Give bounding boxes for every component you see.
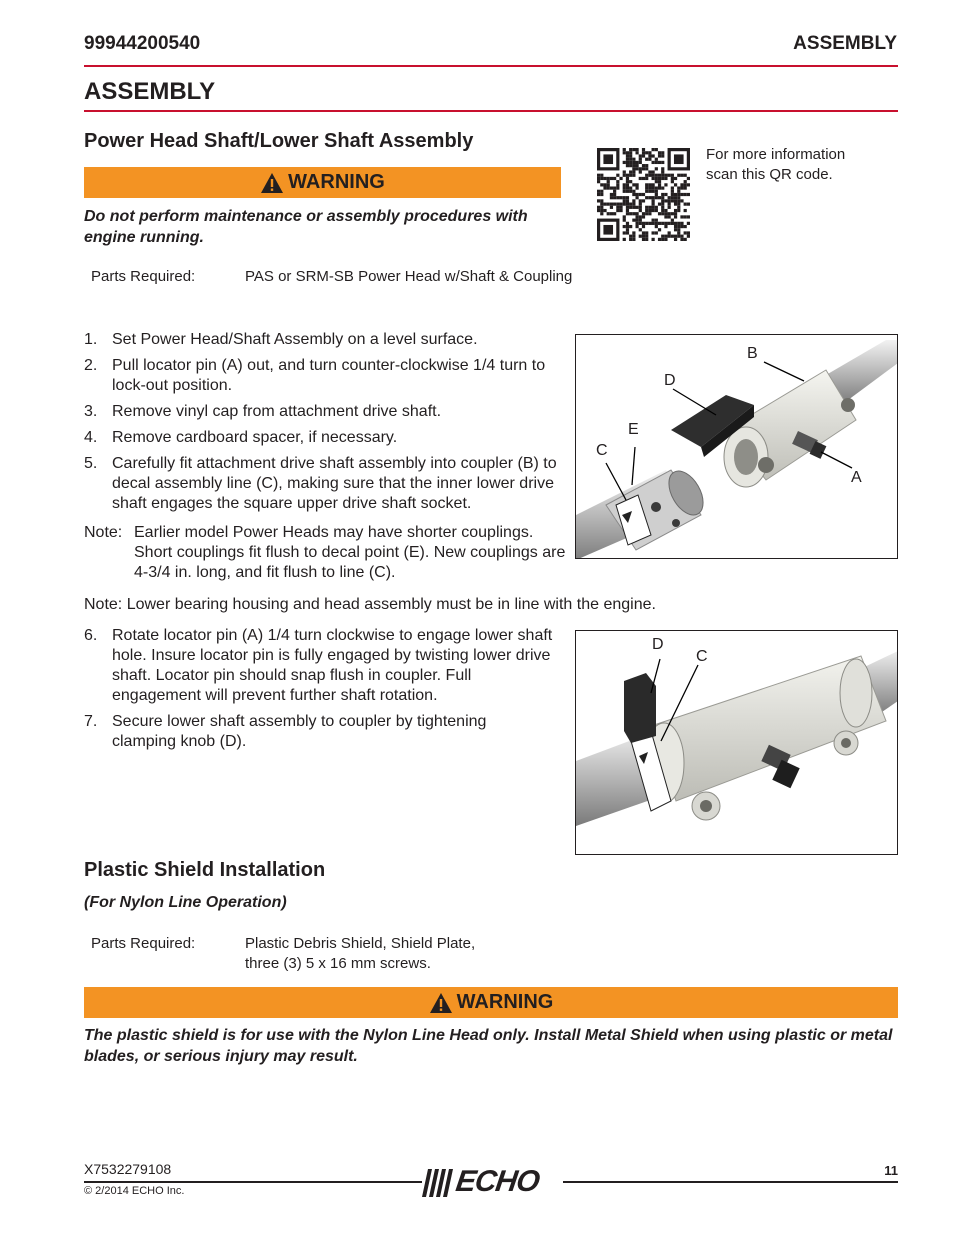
- footer-page-number: 11: [884, 1163, 898, 1178]
- warning-label: WARNING: [456, 991, 554, 1013]
- list-item: 7. Secure lower shaft assembly to coupler by tightening clamping knob (D).: [84, 713, 487, 750]
- figure2-label-c: C: [696, 648, 708, 665]
- note-text: Earlier model Power Heads may have shorter couplings. Short couplings fit flush to decal point (E). New couplings are 4-3/4 in. long, and fit flush to line (C).: [134, 524, 566, 581]
- section-title-plastic-shield: Plastic Shield Installation: [84, 859, 326, 881]
- coupler-assembled-illustration: [576, 631, 898, 855]
- footer-copyright: © 2/2014 ECHO Inc.: [84, 1185, 185, 1197]
- figure-coupler-exploded: [575, 334, 898, 559]
- warning-label: WARNING: [288, 171, 385, 193]
- note-label: Note:: [84, 524, 123, 541]
- header-rule: [84, 65, 898, 67]
- list-item: 3. Remove vinyl cap from attachment drive shaft.: [84, 403, 442, 420]
- qr-caption-line1: For more information: [706, 146, 846, 163]
- list-item: 5. Carefully fit attachment drive shaft assembly into coupler (B) to decal assembly line (C), making sure that the inner lower drive shaft engages the square upper drive shaft socket.: [84, 455, 557, 512]
- footer-rule-left: [84, 1181, 422, 1183]
- steps-list-2: [84, 626, 554, 758]
- list-item: 2. Pull locator pin (A) out, and turn counter-clockwise 1/4 turn to lock-out position.: [84, 357, 546, 394]
- header-section-name: ASSEMBLY: [793, 33, 897, 54]
- footer-rule-right: [563, 1181, 898, 1183]
- warning-bar-1: [84, 167, 561, 198]
- parts-required-value-1: PAS or SRM-SB Power Head w/Shaft & Coupling: [245, 268, 573, 285]
- warning-text-2: The plastic shield is for use with the Nylon Line Head only. Install Metal Shield when using plastic or metal blades, or serious injury may result.: [84, 1027, 893, 1065]
- list-item: 6. Rotate locator pin (A) 1/4 turn clockwise to engage lower shaft hole. Insure locator pin is fully engaged by twisting lower drive shaft. Locator pin should snap flush in coupler. Full engagement will prevent further shaft rotation.: [84, 627, 553, 704]
- title-rule: [84, 110, 898, 112]
- steps-list-1: [84, 330, 566, 520]
- qr-caption-line2: scan this QR code.: [706, 166, 833, 183]
- parts-required-label-1: Parts Required:: [91, 268, 196, 285]
- doc-number: 99944200540: [84, 33, 201, 54]
- qr-caption: [706, 145, 845, 185]
- warning-bar-2: [84, 987, 898, 1018]
- note-2: [84, 595, 784, 615]
- parts-required-label-2: Parts Required:: [91, 935, 196, 952]
- list-item: 1. Set Power Head/Shaft Assembly on a level surface.: [84, 331, 478, 348]
- echo-logo-text: ECHO: [453, 1165, 542, 1198]
- warning-triangle-icon: [429, 992, 453, 1014]
- figure1-label-e: E: [628, 421, 639, 438]
- coupler-exploded-illustration: [576, 335, 898, 559]
- section-subtitle: (For Nylon Line Operation): [84, 894, 287, 911]
- footer-part-number: X7532279108: [84, 1161, 172, 1177]
- figure1-label-a: A: [851, 469, 862, 486]
- section-title-power-head: Power Head Shaft/Lower Shaft Assembly: [84, 130, 474, 152]
- note-1: [84, 523, 566, 583]
- warning-text-1: Do not perform maintenance or assembly procedures with engine running.: [84, 208, 528, 246]
- echo-logo: [422, 1167, 562, 1199]
- qr-code: [597, 148, 690, 241]
- figure-coupler-assembled: [575, 630, 898, 855]
- figure1-label-d: D: [664, 372, 676, 389]
- figure1-label-b: B: [747, 345, 758, 362]
- note-label: Note:: [84, 596, 123, 613]
- note-text: Lower bearing housing and head assembly must be in line with the engine.: [126, 596, 656, 613]
- figure2-label-d: D: [652, 636, 664, 653]
- warning-triangle-icon: [260, 172, 284, 194]
- parts-required-value-2: Plastic Debris Shield, Shield Plate, three (3) 5 x 16 mm screws.: [245, 935, 476, 972]
- figure1-label-c: C: [596, 442, 608, 459]
- page-title: ASSEMBLY: [84, 78, 216, 105]
- list-item: 4. Remove cardboard spacer, if necessary.: [84, 429, 398, 446]
